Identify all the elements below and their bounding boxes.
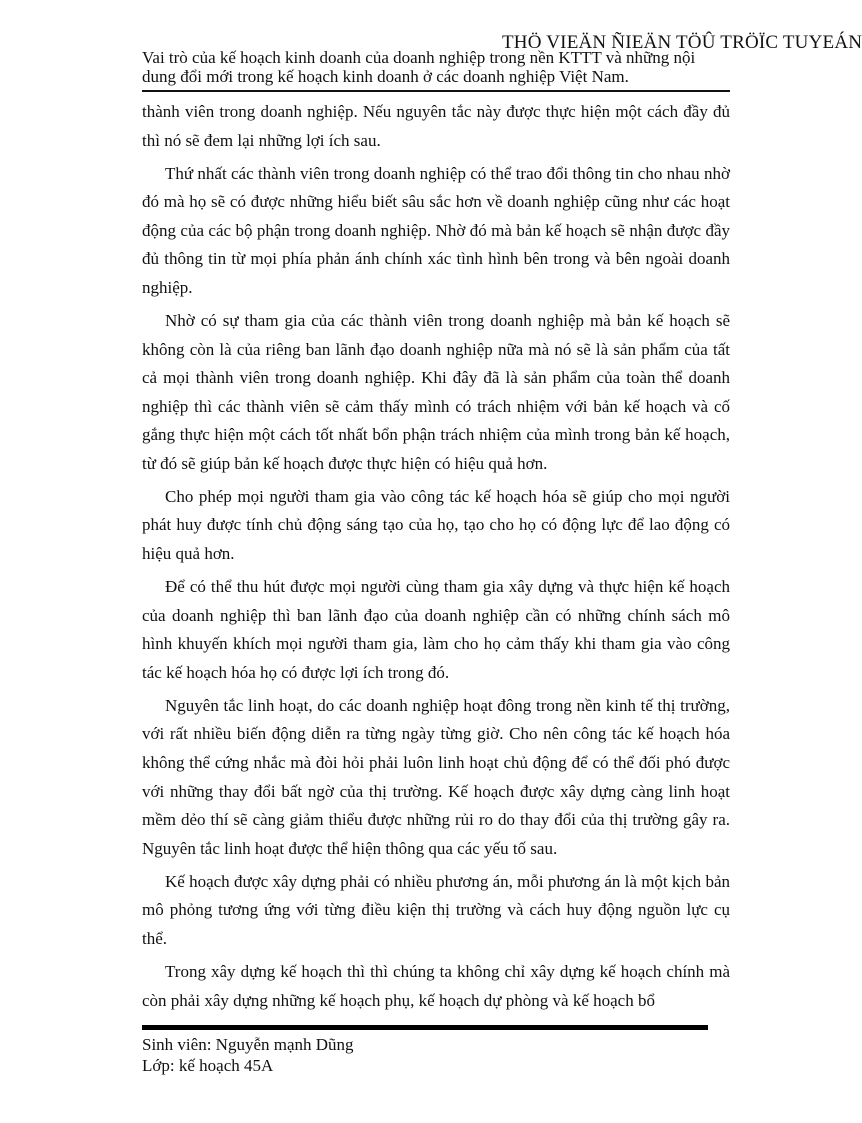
- page-footer: [142, 1034, 354, 1076]
- watermark-text: THÖ VIEÄN ÑIEÄN TÖÛ TRÖÏC TUYEÁN: [502, 32, 862, 53]
- paragraph: Nguyên tắc linh hoạt, do các doanh nghiệp hoạt đông trong nền kinh tế thị trường, với rất nhiều biến động diễn ra từng ngày từng giờ. Cho nên công tác kế hoạch hóa không thể cứng nhắc mà đòi hỏi phải luôn linh hoạt chủ động để có thể đối phó được với những thay đổi bất ngờ của thị trường. Kế hoạch được xây dựng càng linh hoạt mềm dẻo thí sẽ càng giảm thiểu được những rủi ro do thay đổi của thị trường gây ra. Nguyên tắc linh hoạt được thể hiện thông qua các yếu tố sau.: [142, 695, 730, 858]
- paragraph: Kế hoạch được xây dựng phải có nhiều phương án, mỗi phương án là một kịch bản mô phỏng tương ứng với từng điều kiện thị trường và cách huy động nguồn lực cụ thể.: [142, 871, 730, 948]
- paragraph: Để có thể thu hút được mọi người cùng tham gia xây dựng và thực hiện kế hoạch của doanh nghiệp thì ban lãnh đạo của doanh nghiệp cần có những chính sách mô hình khuyến khích mọi người tham gia, làm cho họ cảm thấy khi tham gia vào công tác kế hoạch hóa họ có được lợi ích trong đó.: [142, 577, 730, 682]
- header-rule: [142, 90, 730, 92]
- header-line-2: dung đổi mới trong kế hoạch kinh doanh ở các doanh nghiệp Việt Nam.: [142, 67, 629, 86]
- body-text: [142, 98, 730, 1020]
- paragraph: Trong xây dựng kế hoạch thì thì chúng ta không chỉ xây dựng kế hoạch chính mà còn phải xây dựng những kế hoạch phụ, kế hoạch dự phòng và kế hoạch bổ: [142, 961, 730, 1010]
- paragraph: thành viên trong doanh nghiệp. Nếu nguyên tắc này được thực hiện một cách đầy đủ thì nó sẽ đem lại những lợi ích sau.: [142, 102, 730, 150]
- running-header: [142, 48, 742, 86]
- footer-student: Sinh viên: Nguyễn mạnh Dũng: [142, 1035, 354, 1054]
- header-line-1: Vai trò của kế hoạch kinh doanh của doanh nghiệp trong nền KTTT và những nội: [142, 48, 696, 67]
- footer-class: Lớp: kế hoạch 45A: [142, 1056, 274, 1075]
- footer-rule: [142, 1025, 708, 1030]
- paragraph: Nhờ có sự tham gia của các thành viên trong doanh nghiệp mà bản kế hoạch sẽ không còn là của riêng ban lãnh đạo doanh nghiệp nữa mà nó sẽ là sản phẩm của tất cả mọi thành viên trong doanh nghiệp. Khi đây đã là sản phẩm của toàn thể doanh nghiệp thì các thành viên sẽ cảm thấy mình có trách nhiệm với bản kế hoạch và cố gắng thực hiện một cách tốt nhất bổn phận trách nhiệm của mình trong bản kế hoạch, từ đó sẽ giúp bản kế hoạch được thực hiện có hiệu quả hơn.: [142, 310, 730, 473]
- paragraph: Thứ nhất các thành viên trong doanh nghiệp có thể trao đổi thông tin cho nhau nhờ đó mà họ sẽ có được những hiểu biết sâu sắc hơn về doanh nghiệp cũng như các hoạt động của các bộ phận trong doanh nghiệp. Nhờ đó mà bản kế hoạch sẽ nhận được đầy đủ thông tin từ mọi phía phản ánh chính xác tình hình bên trong và bên ngoài doanh nghiệp.: [142, 163, 730, 297]
- paragraph: Cho phép mọi người tham gia vào công tác kế hoạch hóa sẽ giúp cho mọi người phát huy được tính chủ động sáng tạo của họ, tạo cho họ có động lực để lao động có hiệu quả hơn.: [142, 486, 730, 564]
